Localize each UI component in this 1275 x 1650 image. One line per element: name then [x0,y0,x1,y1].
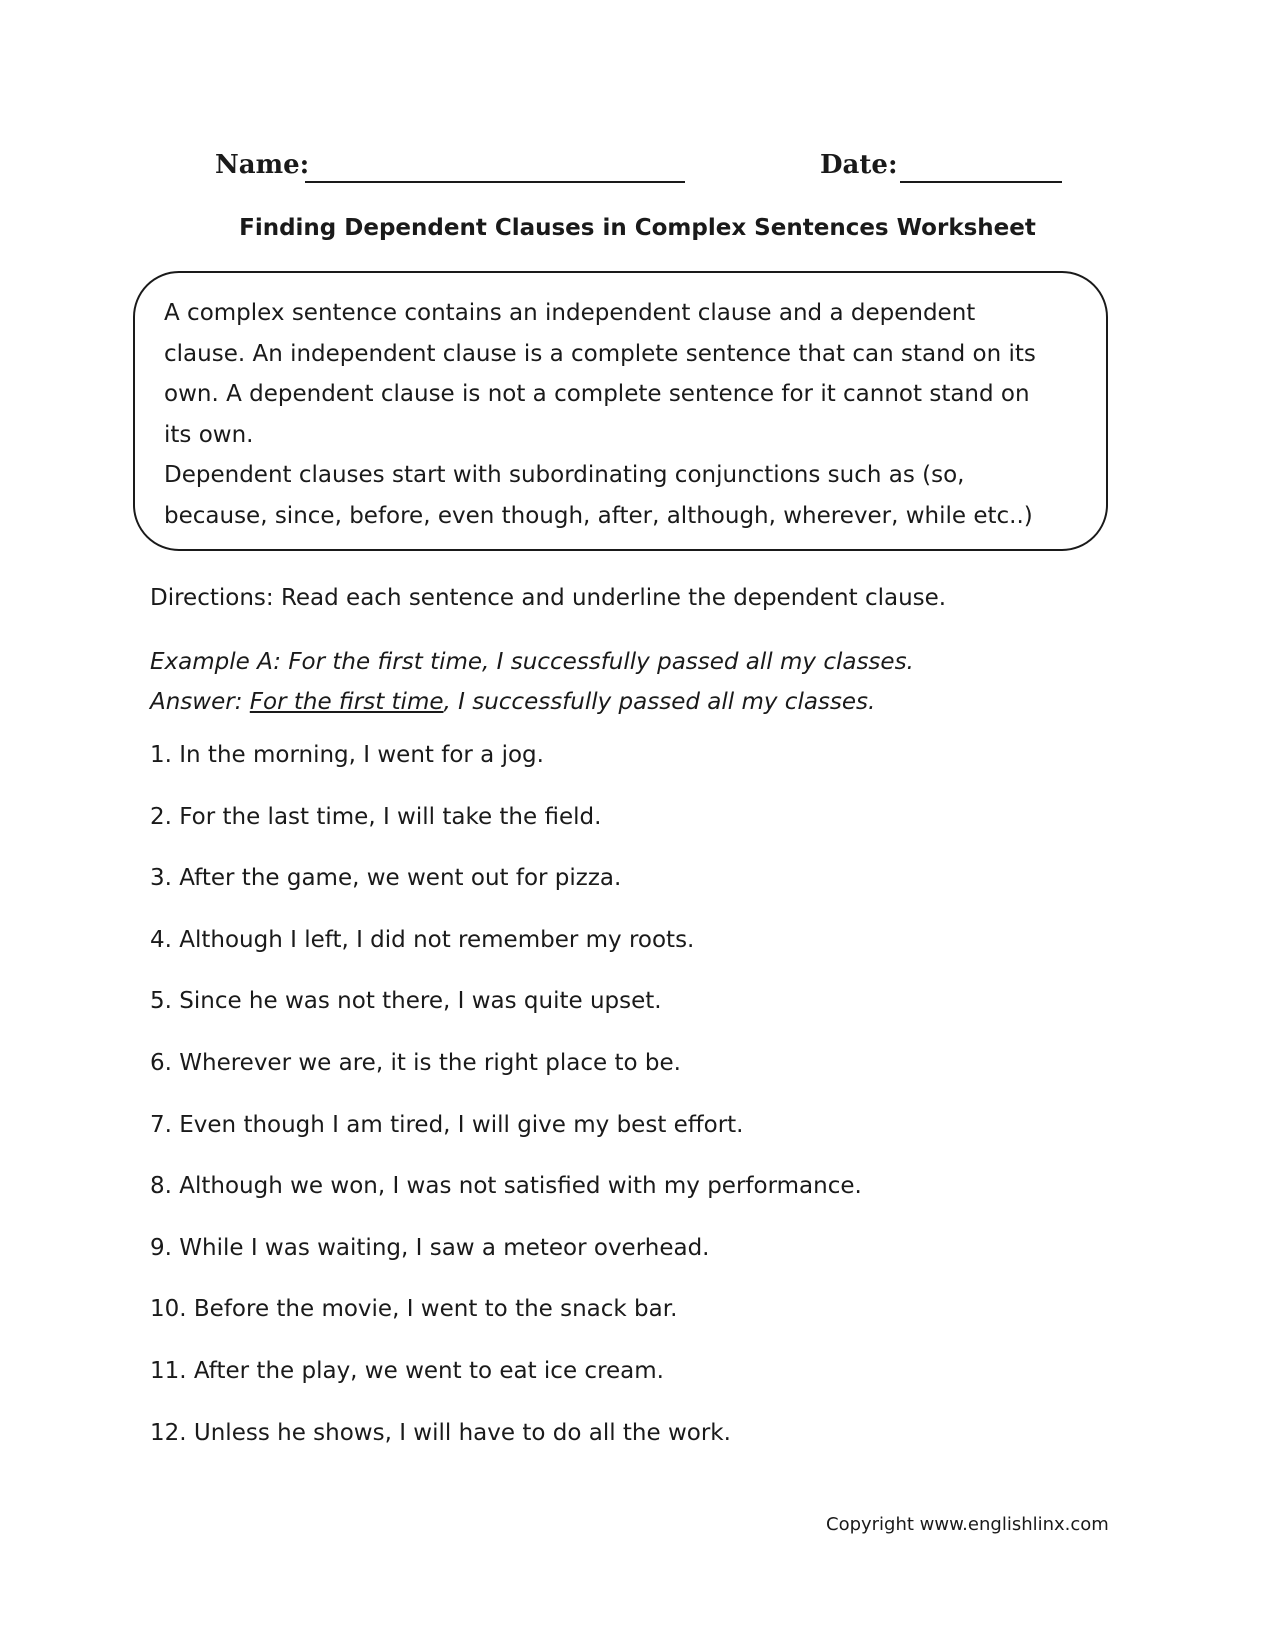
answer-rest: , I successfully passed all my classes. [443,689,876,715]
definition-line: Dependent clauses start with subordinating conjunctions such as (so, [164,462,965,488]
name-label: Name: [215,150,310,180]
exercise-item: 3. After the game, we went out for pizza. [150,865,622,892]
definition-line: clause. An independent clause is a complete sentence that can stand on its [164,340,1036,367]
name-blank-line [305,181,685,183]
copyright-text: Copyright www.englishlinx.com [826,1514,1109,1535]
exercise-item: 12. Unless he shows, I will have to do all the work. [150,1419,731,1446]
exercise-item: 7. Even though I am tired, I will give my best effort. [150,1111,744,1138]
exercise-item: 1. In the morning, I went for a jog. [150,742,544,768]
definition-line: because, since, before, even though, after, although, wherever, while etc..) [164,502,1033,529]
directions-text: Directions: Read each sentence and underline the dependent clause. [150,585,947,611]
date-blank-line [900,181,1062,183]
example-answer [150,682,914,722]
exercise-item: 4. Although I left, I did not remember my roots. [150,926,695,953]
definition-line: A complex sentence contains an independent clause and a dependent [164,300,976,326]
definition-line: own. A dependent clause is not a complete sentence for it cannot stand on [164,381,1030,407]
exercise-item: 10. Before the movie, I went to the snack bar. [150,1296,678,1323]
definition-box [133,271,1108,551]
name-date-header [0,148,1275,188]
definition-line: its own. [164,421,254,448]
date-label: Date: [820,150,898,180]
worksheet-title: Finding Dependent Clauses in Complex Sentences Worksheet [239,215,1036,241]
exercise-item: 8. Although we won, I was not satisfied with my performance. [150,1173,862,1200]
answer-underlined-clause: For the first time [249,689,444,715]
example-sentence: Example A: For the first time, I successfully passed all my classes. [150,649,914,675]
exercise-item: 9. While I was waiting, I saw a meteor overhead. [150,1234,710,1261]
exercise-item: 5. Since he was not there, I was quite upset. [150,988,662,1015]
exercise-item: 2. For the last time, I will take the field. [150,803,602,830]
example-block [150,642,914,722]
exercise-list [150,740,862,1479]
exercise-item: 6. Wherever we are, it is the right place to be. [150,1049,681,1076]
exercise-item: 11. After the play, we went to eat ice cream. [150,1357,664,1384]
answer-prefix: Answer: [150,689,250,715]
